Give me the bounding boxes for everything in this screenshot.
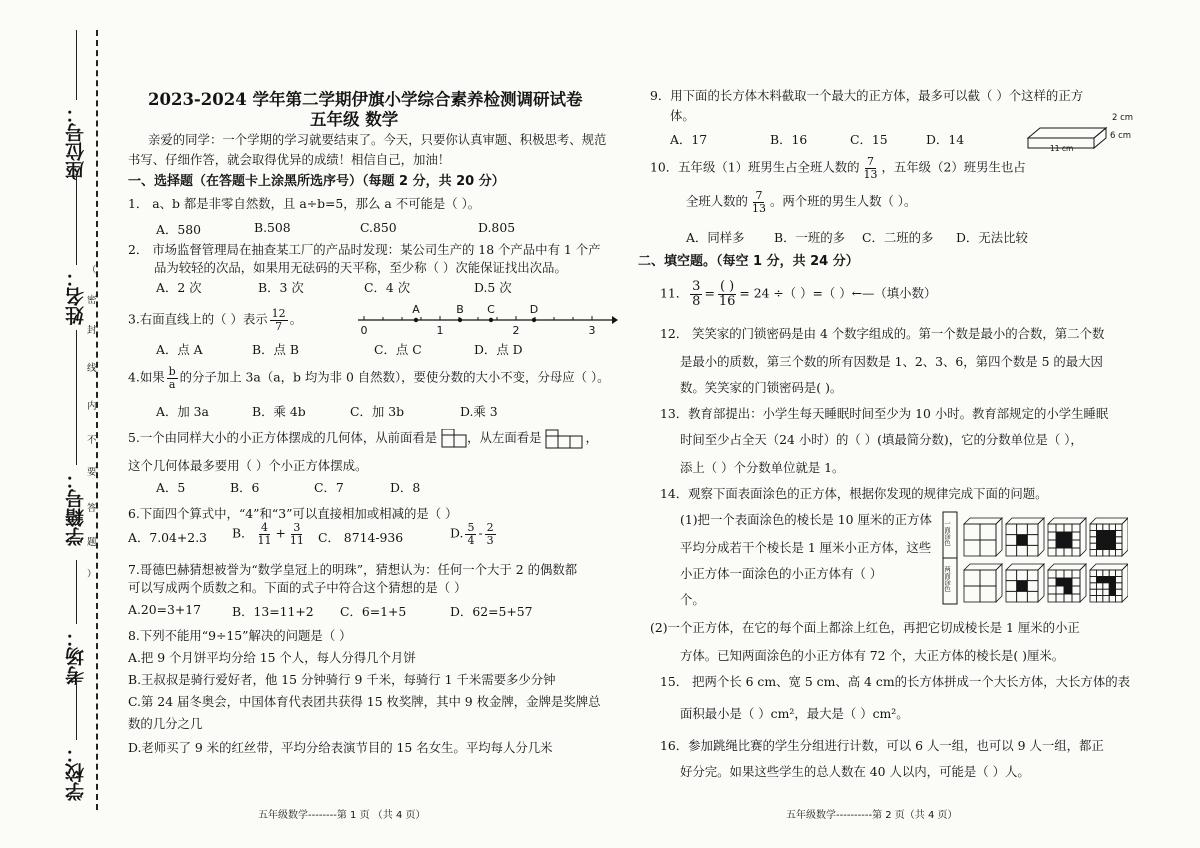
cube-side-face: [1122, 564, 1128, 602]
cube-cell: [1064, 586, 1072, 594]
cube-cell: [1116, 596, 1122, 602]
cube-cell: [1096, 550, 1102, 556]
cube-cell: [1090, 550, 1096, 556]
seal-char: 线: [87, 363, 97, 374]
point-a-label: A: [412, 303, 420, 316]
number-line: [356, 302, 618, 338]
q5-option-b: B．6: [230, 480, 260, 495]
q14-part-1-line-2: 平均分成若干个棱长是 1 厘米小正方体，这些: [680, 540, 932, 555]
cube-cell: [1017, 581, 1028, 592]
fraction: $\frac{7}{13}$: [863, 155, 878, 181]
q6-option-c: C． 8714-936: [318, 530, 404, 545]
student-id-line: [76, 330, 77, 465]
cube-cell: [1109, 543, 1115, 549]
cube-cell: [1056, 524, 1064, 532]
question-11: 11． $\frac{3}{8}$ = $\frac{( )}{16}$ = 24 ÷（ ）=（ ）←—（填小数）: [660, 279, 937, 309]
q3-text: 3.右面直线上的（ ）表示: [128, 311, 268, 327]
cube-cell: [1109, 596, 1115, 602]
seat-label: 座位号：: [65, 104, 87, 180]
question-13-line-3: 添上（ ）个分数单位就是 1。: [680, 460, 845, 475]
cube-cell: [1064, 594, 1072, 602]
seat-line: [76, 30, 77, 100]
q3-option-c: C．点 C: [374, 342, 422, 357]
cube-cell: [1027, 581, 1038, 592]
cube-cell: [1072, 532, 1080, 540]
q8-option-b: B.王叔叔是骑行爱好者，他 15 分钟骑行 9 千米，每骑行 1 千米需要多少分钟: [128, 672, 556, 687]
cuboid-figure: [1024, 108, 1172, 152]
q5-option-a: A．5: [156, 480, 186, 495]
cube-cell: [1103, 530, 1109, 536]
cube-top-face: [1090, 564, 1128, 570]
cube-cell: [1027, 545, 1038, 556]
cube-cell: [1090, 570, 1096, 576]
cube-cell: [1103, 583, 1109, 589]
cube-side-face: [1038, 564, 1044, 602]
question-13: 13．教育部提出：小学生每天睡眠时间至少为 10 小时。教育部规定的小学生睡眠: [660, 406, 1109, 421]
q8-option-c: C.第 24 届冬奥会，中国体育代表团共获得 15 枚奖牌，其中 9 枚金牌，金牌是奖牌总: [128, 694, 601, 709]
tick-label: 0: [360, 324, 368, 337]
name-label: 姓名：: [65, 268, 87, 325]
cube-cell: [1103, 570, 1109, 576]
cube-cell: [1103, 543, 1109, 549]
seal-paren-open: （: [87, 265, 97, 276]
q10-option-d: D．无法比较: [956, 230, 1028, 245]
cube-cell: [964, 524, 980, 540]
cube-cell: [1103, 537, 1109, 543]
cube-cell: [1064, 540, 1072, 548]
cube-cell: [1056, 532, 1064, 540]
cube-cell: [1056, 548, 1064, 556]
fraction: $\frac{2}{3}$: [486, 521, 494, 547]
cube-cell: [1017, 570, 1028, 581]
cube-cell: [1048, 594, 1056, 602]
school-label: 学校：: [65, 744, 87, 801]
q2-option-a: A．2 次: [156, 280, 202, 295]
cube-cell: [1116, 550, 1122, 556]
cube-cell: [1109, 524, 1115, 530]
point-d-label: D: [529, 303, 539, 316]
q9-option-c: C．15: [850, 132, 888, 147]
exam-subtitle: 五年级 数学: [310, 110, 399, 129]
label-two-faces: 两面涂色: [943, 566, 951, 592]
cube-cell: [1090, 530, 1096, 536]
cube-cell: [1064, 570, 1072, 578]
cube-cell: [1056, 594, 1064, 602]
q2-option-d: D.5 次: [474, 280, 512, 295]
cube-cell: [980, 524, 996, 540]
seal-char: 答: [87, 503, 97, 514]
cube-cell: [1006, 591, 1017, 602]
cube-side-face: [996, 564, 1002, 602]
point-b-label: B: [456, 303, 464, 316]
cube-cell: [1116, 589, 1122, 595]
cube-top-face: [1048, 518, 1086, 524]
q6-option-a: A．7.04+2.3: [128, 530, 208, 545]
q5-option-c: C．7: [314, 480, 344, 495]
q4-option-a: A．加 3a: [156, 404, 209, 419]
page-1-footer: 五年级数学--------第 1 页 （共 4 页）: [258, 810, 426, 821]
cube-cell: [1064, 532, 1072, 540]
cube-cell: [1056, 540, 1064, 548]
question-7-line-2: 可以写成两个质数之和。下面的式子中符合这个猜想的是（ ）: [128, 580, 467, 595]
seal-char: 题: [87, 537, 97, 548]
left-view-figure: [545, 429, 585, 449]
cube-side-face: [1080, 564, 1086, 602]
cube-cell: [1090, 583, 1096, 589]
seal-char: 要: [87, 467, 97, 478]
seal-char: 不: [87, 435, 97, 446]
cube-cell: [1109, 589, 1115, 595]
cube-cell: [1056, 578, 1064, 586]
cube-cell: [1090, 589, 1096, 595]
tick-label: 3: [588, 324, 596, 337]
question-12-line-3: 数。笑笑家的门锁密码是( )。: [680, 380, 843, 395]
cube-cell: [1116, 530, 1122, 536]
question-16: 16．参加跳绳比赛的学生分组进行计数，可以 6 人一组，也可以 9 人一组，都正: [660, 738, 1104, 753]
question-12: 12． 笑笑家的门锁密码是由 4 个数字组成的。第一个数是最小的合数，第二个数: [660, 326, 1105, 341]
q4-option-c: C．加 3b: [350, 404, 405, 419]
cube-cell: [1064, 548, 1072, 556]
cube-cell: [1096, 589, 1102, 595]
cube-cell: [1006, 545, 1017, 556]
cube-cell: [1090, 543, 1096, 549]
cube-side-face: [1122, 518, 1128, 556]
cube-cell: [1027, 535, 1038, 546]
q3-option-a: A．点 A: [156, 342, 203, 357]
fraction: $\frac{12}{7}$: [271, 307, 286, 333]
cube-top-face: [964, 518, 1002, 524]
cube-cell: [1072, 594, 1080, 602]
cube-cell: [1056, 586, 1064, 594]
question-15-line-2: 面积最小是（ ）cm²，最大是（ ）cm²。: [680, 706, 909, 721]
exam-title: 2023-2024 学年第二学期伊旗小学综合素养检测调研试卷: [148, 90, 583, 109]
cube-cell: [1103, 589, 1109, 595]
q4-option-b: B．乘 4b: [252, 404, 306, 419]
q7-option-d: D．62=5+57: [450, 604, 533, 619]
cube-cell: [1109, 583, 1115, 589]
cube-cell: [1017, 524, 1028, 535]
q1-option-b: B.508: [254, 220, 291, 235]
cube-side-face: [1038, 518, 1044, 556]
question-2: 2． 市场监督管理局在抽查某工厂的产品时发现：某公司生产的 18 个产品中有 1 个产: [128, 242, 601, 257]
q2-option-c: C．4 次: [364, 280, 411, 295]
cube-cell: [1006, 581, 1017, 592]
cube-cell: [1116, 583, 1122, 589]
q7-option-c: C．6=1+5: [340, 604, 407, 619]
cube-cell: [1109, 570, 1115, 576]
fraction: $\frac{b}{a}$: [168, 365, 176, 391]
cube-cell: [1017, 535, 1028, 546]
exam-room-line: [76, 560, 77, 624]
cube-side-face: [1080, 518, 1086, 556]
cube-cell: [980, 540, 996, 556]
cube-cell: [1006, 524, 1017, 535]
cube-cell: [1109, 550, 1115, 556]
cube-cell: [1048, 578, 1056, 586]
cube-cell: [1027, 570, 1038, 581]
q10-option-c: C．二班的多: [862, 230, 934, 245]
cube-top-face: [964, 564, 1002, 570]
question-13-line-2: 时间至少占全天（24 小时）的（ ）(填最简分数)，它的分数单位是（ ），: [680, 432, 1083, 447]
cube-cell: [1090, 576, 1096, 582]
front-view-figure: [441, 429, 467, 449]
cube-top-face: [1006, 564, 1044, 570]
cube-cell: [1103, 524, 1109, 530]
q8-option-d: D.老师买了 9 米的红丝带，平均分给表演节目的 15 名女生。平均每人分几米: [128, 740, 553, 755]
cube-cell: [1096, 530, 1102, 536]
cube-cell: [1072, 548, 1080, 556]
tick-label: 2: [512, 324, 520, 337]
fraction: $\frac{3}{11}$: [289, 521, 304, 547]
school-line: [76, 680, 77, 740]
seal-char: 密: [87, 295, 97, 306]
question-10: 10．五年级（1）班男生占全班人数的 $\frac{7}{13}$ ，五年级（2）班男生也占: [650, 155, 1026, 181]
cube-top-face: [1048, 564, 1086, 570]
cube-cell: [1048, 540, 1056, 548]
cube-cell: [1017, 591, 1028, 602]
cube-cell: [1103, 576, 1109, 582]
cut-line: [96, 30, 98, 810]
fraction: $\frac{3}{8}$: [692, 279, 701, 309]
question-14: 14．观察下面表面涂色的正方体，根据你发现的规律完成下面的问题。: [660, 486, 1048, 501]
fraction: $\frac{5}{4}$: [467, 521, 475, 547]
q14-part-1-line-4: 个。: [680, 592, 705, 607]
cube-cell: [1064, 578, 1072, 586]
dim-height: 2 cm: [1112, 113, 1134, 123]
name-line: [76, 175, 77, 265]
cube-cell: [1096, 576, 1102, 582]
point-c-label: C: [487, 303, 495, 316]
tick-label: 1: [436, 324, 444, 337]
cube-cell: [1090, 596, 1096, 602]
cube-cell: [1017, 545, 1028, 556]
question-9-line-2: 体。: [670, 108, 695, 123]
question-2-line-2: 品为较轻的次品，如果用无砝码的天平称，至少称（ ）次能保证找出次品。: [154, 260, 567, 275]
cube-cell: [1064, 524, 1072, 532]
section-2-heading: 二、填空题。（每空 1 分，共 24 分）: [638, 254, 859, 269]
cube-cell: [1096, 543, 1102, 549]
cube-cell: [1072, 578, 1080, 586]
cube-cell: [1096, 524, 1102, 530]
cube-cell: [1027, 591, 1038, 602]
seal-paren-close: ）: [87, 569, 97, 580]
fraction: $\frac{7}{13}$: [751, 189, 766, 215]
cube-cell: [1096, 583, 1102, 589]
cube-cell: [1116, 570, 1122, 576]
dim-length: 11 cm: [1050, 144, 1074, 152]
cube-cell: [1072, 524, 1080, 532]
cube-cell: [1056, 570, 1064, 578]
cube-cell: [1116, 537, 1122, 543]
cube-cell: [964, 586, 980, 602]
cube-cell: [1048, 548, 1056, 556]
section-1-heading: 一、选择题（在答题卡上涂黑所选序号）（每题 2 分，共 20 分）: [128, 174, 505, 189]
q7-option-a: A.20=3+17: [128, 602, 202, 617]
cube-cell: [1006, 535, 1017, 546]
fraction: $\frac{( )}{16}$: [718, 279, 736, 309]
cube-cell: [1116, 524, 1122, 530]
point-d-dot: [532, 318, 536, 322]
q6-option-b: B． $\frac{4}{11}$ + $\frac{3}{11}$: [232, 521, 304, 547]
cube-cell: [1116, 543, 1122, 549]
point-b-dot: [458, 318, 462, 322]
cube-cell: [980, 570, 996, 586]
q4-option-d: D.乘 3: [460, 404, 498, 419]
question-7: 7.哥德巴赫猜想被誉为“数学皇冠上的明珠”，猜想认为：任何一个大于 2 的偶数都: [128, 562, 578, 577]
student-id-label: 学籍号：: [65, 470, 87, 546]
cube-cell: [1048, 524, 1056, 532]
label-one-face: 一面涂色: [943, 520, 951, 546]
q6-option-d: D. $\frac{5}{4}$ - $\frac{2}{3}$: [450, 521, 494, 547]
cube-cell: [1048, 586, 1056, 594]
question-1: 1． a、b 都是非零自然数，且 a÷b=5，那么 a 不可能是（ ）。: [128, 196, 481, 211]
point-c-dot: [489, 318, 493, 322]
dim-width: 6 cm: [1110, 131, 1132, 141]
cube-cell: [1006, 570, 1017, 581]
q1-option-c: C.850: [360, 220, 397, 235]
q5-option-d: D．8: [390, 480, 421, 495]
question-16-line-2: 好分完。如果这些学生的总人数在 40 人以内，可能是（ ）人。: [680, 764, 1030, 779]
cube-top-face: [1006, 518, 1044, 524]
question-10-line-2: 全班人数的 $\frac{7}{13}$ 。两个班的男生人数（ ）。: [686, 189, 917, 215]
cube-cell: [1116, 576, 1122, 582]
cube-cell: [1090, 537, 1096, 543]
q9-option-b: B．16: [770, 132, 808, 147]
cube-cell: [1109, 537, 1115, 543]
cube-cell: [980, 586, 996, 602]
fraction: $\frac{4}{11}$: [257, 521, 272, 547]
cube-cell: [1048, 570, 1056, 578]
cube-cell: [1103, 550, 1109, 556]
cube-cell: [1103, 596, 1109, 602]
q7-option-b: B．13=11+2: [232, 604, 314, 619]
cube-cell: [1109, 530, 1115, 536]
question-6: 6.下面四个算式中，“4”和“3”可以直接相加或相减的是（ ）: [128, 506, 458, 521]
cube-cell: [1072, 540, 1080, 548]
exam-room-label: 考场：: [65, 628, 87, 685]
painted-cubes-figure: [942, 510, 1128, 608]
question-8: 8.下列不能用“9÷15”解决的问题是（ ）: [128, 628, 352, 643]
cube-cell: [1027, 524, 1038, 535]
q14-part-1: (1)把一个表面涂色的棱长是 10 厘米的正方体: [680, 512, 932, 527]
cube-cell: [1096, 537, 1102, 543]
q3-option-d: D．点 D: [474, 342, 523, 357]
q2-option-b: B．3 次: [258, 280, 304, 295]
cube-cell: [1072, 586, 1080, 594]
question-12-line-2: 是最小的质数，第三个数的所有因数是 1、2、3、6，第四个数是 5 的最大因: [680, 354, 1103, 369]
cube-cell: [964, 570, 980, 586]
question-5: 5.一个由同样大小的小正方体摆成的几何体，从前面看是 ，从左面看是 ，: [128, 428, 598, 449]
question-9: 9．用下面的长方体木料截取一个最大的正方体，最多可以截（ ）个这样的正方: [650, 88, 1084, 103]
seal-char: 内: [87, 401, 97, 412]
point-a-dot: [414, 318, 418, 322]
binding-strip: [0, 0, 120, 848]
cube-top-face: [1090, 518, 1128, 524]
question-4: 4.如果 $\frac{b}{a}$ 的分子加上 3a（a，b 均为非 0 自然数），要使分数的大小不变，分母应（ ）。: [128, 365, 610, 391]
cube-cell: [1048, 532, 1056, 540]
intro-line: 亲爱的同学：一个学期的学习就要结束了。今天，只要你认真审题、积极思考、规范: [148, 132, 607, 147]
q14-part-2: (2)一个正方体，在它的每个面上都涂上红色，再把它切成棱长是 1 厘米的小正: [650, 620, 1080, 635]
page-2-footer: 五年级数学----------第 2 页（共 4 页）: [786, 810, 958, 821]
cube-cell: [1072, 570, 1080, 578]
q1-option-a: A．580: [156, 222, 201, 237]
q10-option-b: B．一班的多: [774, 230, 846, 245]
seal-char: 封: [87, 325, 97, 336]
q8-option-c-line-2: 数的几分之几: [128, 716, 203, 731]
q10-option-a: A．同样多: [686, 230, 745, 245]
cube-cell: [1109, 576, 1115, 582]
question-15: 15． 把两个长 6 cm、宽 5 cm、高 4 cm的长方体拼成一个大长方体，大长方体的表: [660, 674, 1130, 689]
q14-part-1-line-3: 小正方体一面涂色的小正方体有（ ）: [680, 566, 883, 581]
q9-option-a: A．17: [670, 132, 708, 147]
cube-side-face: [996, 518, 1002, 556]
cube-cell: [964, 540, 980, 556]
question-3: 3.右面直线上的（ ）表示 $\frac{12}{7}$ 。: [128, 307, 303, 333]
question-5-line-2: 这个几何体最多要用（ ）个小正方体摆成。: [128, 458, 368, 473]
q8-option-a: A.把 9 个月饼平均分给 15 个人，每人分得几个月饼: [128, 650, 416, 665]
cube-cell: [1096, 570, 1102, 576]
intro-line: 书写、仔细作答，就会取得优异的成绩！相信自己，加油！: [128, 152, 451, 167]
q14-part-2-line-2: 方体。已知两面涂色的小正方体有 72 个，大正方体的棱长是( )厘米。: [680, 648, 1065, 663]
cube-cell: [1096, 596, 1102, 602]
cube-cell: [1090, 524, 1096, 530]
q9-option-d: D．14: [926, 132, 965, 147]
q3-option-b: B．点 B: [252, 342, 299, 357]
q1-option-d: D.805: [478, 220, 516, 235]
